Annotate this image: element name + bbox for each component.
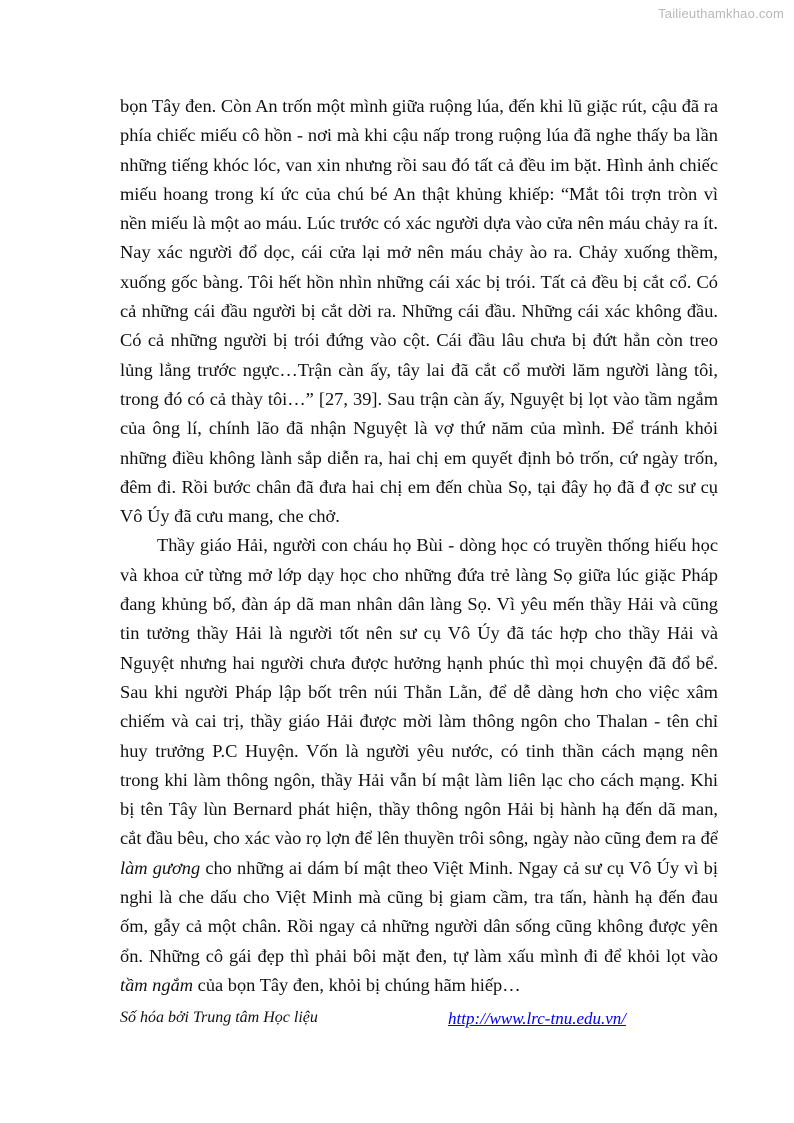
paragraph-1: bọn Tây đen. Còn An trốn một mình giữa ruộng lúa, đến khi lũ giặc rút, cậu đã ra phía chiếc miếu cô hồn - nơi mà khi cậu nấp trong ruộng lúa đã nghe thấy ba lần những tiếng khóc lóc, van xin nhưng rồi sau đó tất cả đều im bặt. Hình ảnh chiếc miếu hoang trong kí ức của chú bé An thật khủng khiếp: “Mắt tôi trợn tròn vì nền miếu là một ao máu. Lúc trước có xác người dựa vào cửa nên máu chảy ra ít. Nay xác người đổ dọc, cái cửa lại mở nên máu chảy ào ra. Chảy xuống thềm, xuống gốc bàng. Tôi hết hồn nhìn những cái xác bị trói. Tất cả đều bị cắt cổ. Có cả những cái đầu người bị cắt dời ra. Những cái đầu. Những cái xác không đầu. Có cả những người bị trói đứng vào cột. Cái đầu lâu chưa bị đứt hẳn còn treo lủng lẳng trước ngực…Trận càn ấy, tây lai đã cắt cổ mười lăm người làng tôi, trong đó có cả thày tôi…” [27, 39]. Sau trận càn ấy, Nguyệt bị lọt vào tầm ngắm của ông lí, chính lão đã nhận Nguyệt là vợ thứ năm của mình. Để tránh khỏi những điều không lành sắp diễn ra, hai chị em quyết định bỏ trốn, cứ ngày trốn, đêm đi. Rồi bước chân đã đưa hai chị em đến chùa Sọ, tại đây họ đã đ ợc sư cụ Vô Úy đã cưu mang, che chở. xyxy=(120,96,718,527)
paragraph-2-text-c: của bọn Tây đen, khỏi bị chúng hãm hiếp… xyxy=(193,974,521,995)
page-footer xyxy=(120,1009,720,1033)
watermark-text: Tailieuthamkhao.com xyxy=(658,6,784,21)
paragraph-2-text-b: cho những ai dám bí mật theo Việt Minh. Ngay cả sư cụ Vô Úy vì bị nghi là che dấu cho Việt Minh mà cũng bị giam cầm, tra tấn, hành hạ đến đau ốm, gẫy cả một chân. Rồi ngay cả những người dân sống cũng không được yên ổn. Những cô gái đẹp thì phải bôi mặt đen, tự làm xấu mình đi để khỏi lọt vào xyxy=(120,857,718,966)
paragraph-2 xyxy=(120,531,718,1000)
paragraph-2-emphasis-lam-guong: làm gương xyxy=(120,857,201,878)
paragraph-2-text-a: Thầy giáo Hải, người con cháu họ Bùi - dòng học có truyền thống hiếu học và khoa cử từng mở lớp dạy học cho những đứa trẻ làng Sọ giữa lúc giặc Pháp đang khủng bố, đàn áp dã man nhân dân làng Sọ. Vì yêu mến thầy Hải và cũng tin tưởng thầy Hải là người tốt nên sư cụ Vô Úy đã tác hợp cho thầy Hải và Nguyệt nhưng hai người chưa được hưởng hạnh phúc thì mọi chuyện đã đổ bể. Sau khi người Pháp lập bốt trên núi Thằn Lằn, để dễ dàng hơn cho việc xâm chiếm và cai trị, thầy giáo Hải được mời làm thông ngôn cho Thalan - tên chỉ huy trưởng P.C Huyện. Vốn là người yêu nước, có tinh thần cách mạng nên trong khi làm thông ngôn, thầy Hải vẫn bí mật làm liên lạc cho cách mạng. Khi bị tên Tây lùn Bernard phát hiện, thầy thông ngôn Hải bị hành hạ đến dã man, cắt đầu bêu, cho xác vào rọ lợn để lên thuyền trôi sông, ngày nào cũng đem ra để xyxy=(120,535,718,849)
footer-link[interactable]: http://www.lrc-tnu.edu.vn/ xyxy=(448,1009,627,1028)
page-body xyxy=(120,92,718,1000)
paragraph-2-emphasis-tam-ngam: tầm ngắm xyxy=(120,974,194,995)
footer-credit: Số hóa bởi Trung tâm Học liệu xyxy=(120,1009,318,1026)
